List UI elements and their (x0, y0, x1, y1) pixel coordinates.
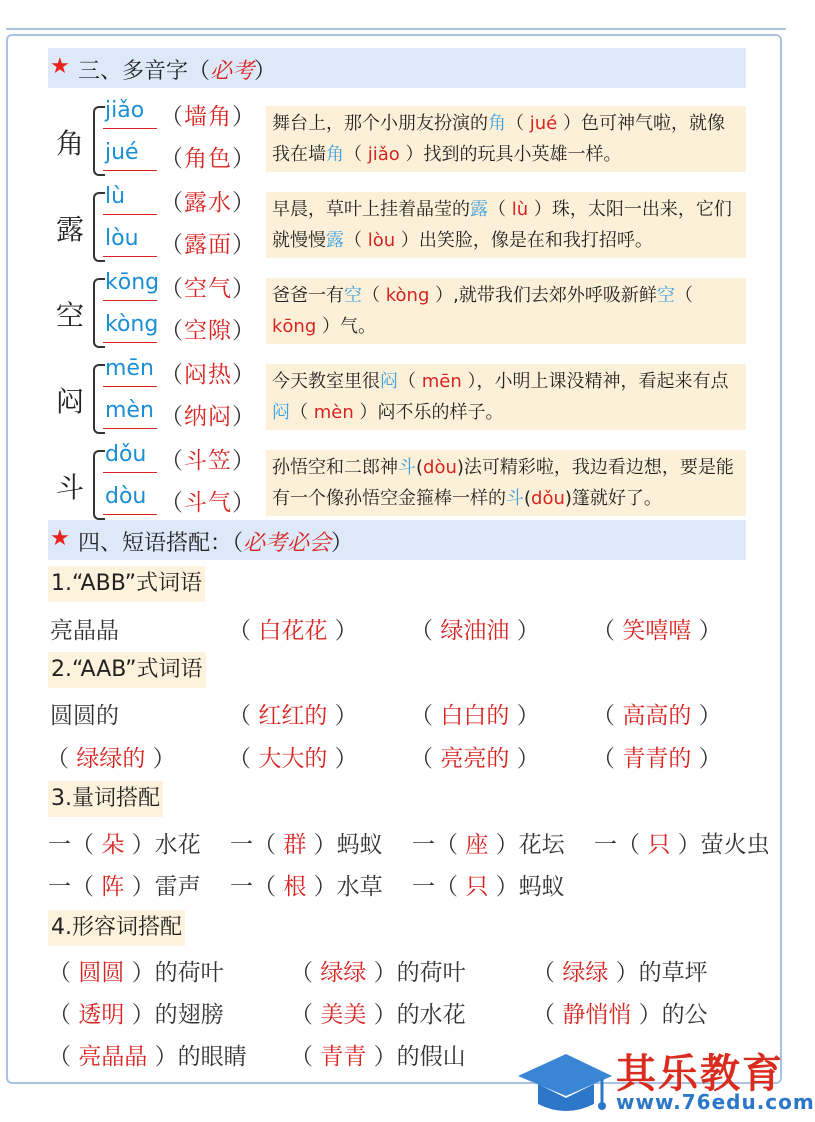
example-word-2: （露面） (160, 232, 256, 258)
example-word-1: （斗笠） (160, 448, 256, 474)
pinyin-underline (103, 128, 157, 129)
pinyin-2: jué (105, 140, 139, 165)
pinyin-underline (103, 472, 157, 473)
polyphone-char: 露 (56, 213, 85, 246)
example-sentence: 舞台上，那个小朋友扮演的角（ jué ）色可神气啦，就像我在墙角（ jiǎo ）找到的玩具小英雄一样。 (266, 106, 746, 172)
brace-bracket (93, 364, 105, 434)
example-sentence: 早晨，草叶上挂着晶莹的露（ lù ）珠，太阳一出来，它们就慢慢露（ lòu ）出笑脸，像是在和我打招呼。 (266, 192, 746, 258)
polyphone-char: 斗 (56, 471, 85, 504)
graduation-cap-icon (514, 1046, 614, 1116)
pinyin-1: dǒu (105, 442, 147, 467)
pinyin-2: mèn (105, 398, 154, 423)
section-4-title: 四、短语搭配：（必考必会） (78, 531, 354, 556)
brace-bracket (93, 192, 105, 262)
section-3-title: 三、多音字（必考） (78, 59, 277, 84)
example-sentence: 爸爸一有空（ kòng ）,就带我们去郊外呼吸新鲜空（ kōng ）气。 (266, 278, 746, 344)
pinyin-2: kòng (105, 312, 159, 337)
example-word-1: （闷热） (160, 362, 256, 388)
example-word-1: （露水） (160, 190, 256, 216)
example-word-2: （空隙） (160, 318, 256, 344)
brace-bracket (93, 450, 105, 520)
pinyin-1: kōng (105, 270, 160, 295)
pinyin-underline (103, 170, 157, 171)
star-icon: ★ (50, 526, 70, 551)
polyphone-char: 角 (56, 127, 85, 160)
subheading-adjectives: 4.形容词搭配 (48, 910, 185, 946)
brand-name: 其乐教育 (616, 1051, 784, 1097)
brace-bracket (93, 278, 105, 348)
brand-logo (508, 1040, 815, 1120)
worksheet-page: ★ 三、多音字（必考） 角 jiǎo （墙角） jué （角色） 舞台上，那个小朋友扮演的角（ jué ）色可神气啦，就像我在墙角（ jiǎo ）找到的玩具小英雄一样。 露 lù （露水） lòu （露面） 早晨，草叶上挂着晶莹的露（ lù ）珠，太阳一出来，它们就慢慢露（ lòu ）出笑脸，像是在和我打招呼。 空 kōng （空气） kòng （空隙） 爸爸一有空（ kòng ）,就带我们去郊外呼吸新鲜空（ kōng ）气。 闷 mēn （闷热） mèn （纳闷） 今天教室里很闷（ mēn ），小明上课没精神，看起来有点闷（ mèn ）闷不乐的样子。 斗 dǒu （斗笠） dòu （斗气） 孙悟空和二郎神斗(dòu)法可精彩啦，我边看边想，要是能有一个像孙悟空金箍棒一样的斗(dǒu)篷就好了。 ★ 四、短语搭配：（必考必会） 1.“ABB”式词语 亮晶晶 （ 白花花 ） （ 绿油油 ） （ 笑嘻嘻 ） 2.“AAB”式词语 圆圆的 （ 红红的 ） （ 白白的 ） （ 高高的 ） （ 绿绿的 ） （ 大大的 ） （ 亮亮的 ） （ 青青的 ） 3.量词搭配 一（ 朵 ）水花 一（ 群 ）蚂蚁 一（ 座 ）花坛 一（ 只 ）萤火虫 一（ 阵 ）雷声 一（ 根 ）水草 一（ 只 ）蚂蚁 4.形容词搭配 （ 圆圆 ）的荷叶 （ 绿绿 ）的荷叶 （ 绿绿 ）的草坪 （ 透明 ）的翅膀 （ 美美 ）的水花 （ 静悄悄 ）的公 （ 亮晶晶 ）的眼睛 （ 青青 ）的假山 其乐教育 www.76edu.com (0, 0, 793, 1122)
subheading-aab: 2.“AAB”式词语 (48, 652, 206, 688)
pinyin-2: dòu (105, 484, 147, 509)
subheading-measure-words: 3.量词搭配 (48, 781, 163, 817)
polyphone-char: 闷 (56, 385, 85, 418)
example-sentence: 孙悟空和二郎神斗(dòu)法可精彩啦，我边看边想，要是能有一个像孙悟空金箍棒一样的斗(dǒu)篷就好了。 (266, 450, 746, 516)
pinyin-underline (103, 300, 157, 301)
example-sentence: 今天教室里很闷（ mēn ），小明上课没精神，看起来有点闷（ mèn ）闷不乐的样子。 (266, 364, 746, 430)
example-word-2: （斗气） (160, 490, 256, 516)
pinyin-1: jiǎo (105, 98, 145, 123)
brand-url: www.76edu.com (616, 1090, 815, 1114)
pinyin-underline (103, 428, 157, 429)
brace-bracket (93, 106, 105, 176)
section-3-header (48, 48, 746, 88)
pinyin-2: lòu (105, 226, 139, 251)
top-border-line (6, 28, 786, 30)
pinyin-underline (103, 342, 157, 343)
pinyin-1: mēn (105, 356, 154, 381)
example-word-2: （纳闷） (160, 404, 256, 430)
pinyin-underline (103, 514, 157, 515)
subheading-abb: 1.“ABB”式词语 (48, 566, 205, 602)
example-word-2: （角色） (160, 146, 256, 172)
polyphone-char: 空 (56, 299, 85, 332)
example-word-1: （空气） (160, 276, 256, 302)
pinyin-underline (103, 386, 157, 387)
pinyin-underline (103, 214, 157, 215)
star-icon: ★ (50, 54, 70, 79)
pinyin-underline (103, 256, 157, 257)
section-4-header (48, 520, 746, 560)
pinyin-1: lù (105, 184, 126, 209)
example-word-1: （墙角） (160, 104, 256, 130)
